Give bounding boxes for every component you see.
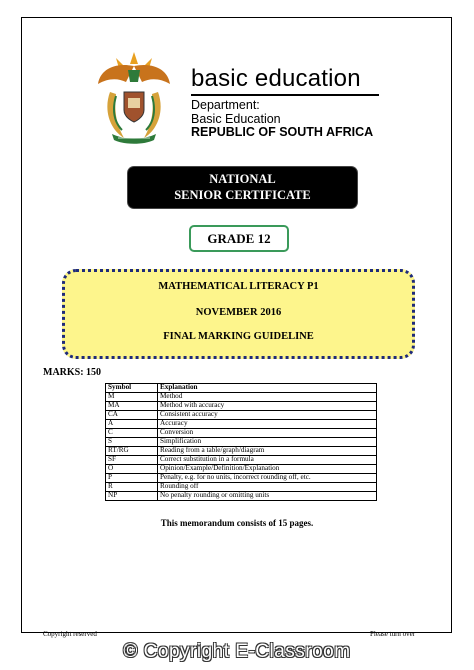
table-row xyxy=(106,447,377,456)
explanation-cell: Simplification xyxy=(158,438,377,447)
explanation-cell: Reading from a table/graph/diagram xyxy=(158,447,377,456)
symbol-cell: C xyxy=(106,429,158,438)
brand-title: basic education xyxy=(191,65,361,92)
table-row xyxy=(106,474,377,483)
explanation-cell: No penalty rounding or omitting units xyxy=(158,492,377,501)
explanation-cell: Correct substitution in a formula xyxy=(158,456,377,465)
certificate-banner xyxy=(128,167,357,208)
subject-panel xyxy=(62,269,415,359)
table-row xyxy=(106,492,377,501)
symbol-cell: CA xyxy=(106,411,158,420)
table-row xyxy=(106,465,377,474)
brand-block xyxy=(191,66,361,92)
symbol-table xyxy=(105,383,377,501)
coat-of-arms-logo xyxy=(94,48,174,148)
explanation-cell: Rounding off xyxy=(158,483,377,492)
symbol-cell: O xyxy=(106,465,158,474)
symbol-cell: R xyxy=(106,483,158,492)
exam-session: NOVEMBER 2016 xyxy=(195,307,282,318)
symbol-cell: S xyxy=(106,438,158,447)
symbol-cell: M xyxy=(106,393,158,402)
table-row xyxy=(106,438,377,447)
symbol-cell: NP xyxy=(106,492,158,501)
table-row xyxy=(106,420,377,429)
page-count-note: This memorandum consists of 15 pages. xyxy=(160,518,314,528)
table-row xyxy=(106,456,377,465)
table-header-row xyxy=(106,384,377,393)
symbol-cell: SF xyxy=(106,456,158,465)
explanation-cell: Method with accuracy xyxy=(158,402,377,411)
table-row xyxy=(106,483,377,492)
watermark: © Copyright E-Classroom xyxy=(123,641,351,662)
copyright-notice: Copyright reserved xyxy=(43,630,97,638)
explanation-cell: Conversion xyxy=(158,429,377,438)
subject-title: MATHEMATICAL LITERACY P1 xyxy=(158,281,319,292)
department-block xyxy=(191,99,373,140)
total-marks: MARKS: 150 xyxy=(43,367,102,378)
document-type: FINAL MARKING GUIDELINE xyxy=(163,331,314,342)
turn-over-note: Please turn over xyxy=(370,630,416,638)
table-row xyxy=(106,411,377,420)
explanation-cell: Opinion/Example/Definition/Explanation xyxy=(158,465,377,474)
dept-name: Basic Education xyxy=(191,111,281,126)
table-row xyxy=(106,429,377,438)
explanation-cell: Penalty, e.g. for no units, incorrect rounding off, etc. xyxy=(158,474,377,483)
table-row xyxy=(106,402,377,411)
dept-label: Department: xyxy=(191,98,260,112)
explanation-cell: Consistent accuracy xyxy=(158,411,377,420)
symbol-cell: A xyxy=(106,420,158,429)
symbol-cell: MA xyxy=(106,402,158,411)
country-name: REPUBLIC OF SOUTH AFRICA xyxy=(191,125,374,139)
explanation-cell: Method xyxy=(158,393,377,402)
brand-divider xyxy=(191,94,379,96)
column-header: Explanation xyxy=(158,384,377,393)
certificate-line-2: SENIOR CERTIFICATE xyxy=(174,188,311,202)
column-header: Symbol xyxy=(106,384,158,393)
symbol-cell: RT/RG xyxy=(106,447,158,456)
explanation-cell: Accuracy xyxy=(158,420,377,429)
symbol-cell: P xyxy=(106,474,158,483)
table-row xyxy=(106,393,377,402)
grade-badge: GRADE 12 xyxy=(189,225,289,252)
certificate-line-1: NATIONAL xyxy=(209,172,276,186)
